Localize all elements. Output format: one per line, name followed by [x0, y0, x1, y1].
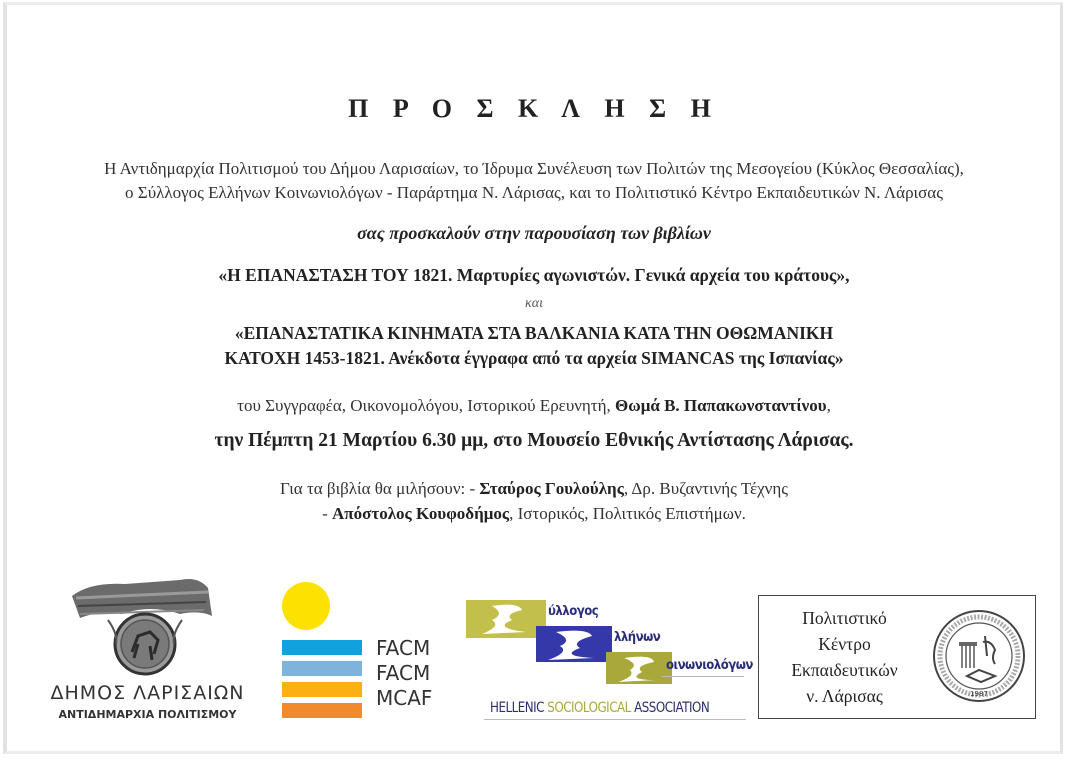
speaker-2-role: , Ιστορικός, Πολιτικός Επιστήμων.	[509, 504, 746, 523]
esk-word-2: λλήνων	[614, 630, 661, 645]
esk-english-part-3: ASSOCIATION	[630, 700, 710, 716]
pke-line-1: Πολιτιστικό	[802, 608, 887, 628]
intro-line-1: Η Αντιδημαρχία Πολιτισμού του Δήμου Λαρισαίων, το Ίδρυμα Συνέλευση των Πολιτών της Μεσογείου (Κύκλος Θεσσαλίας),	[104, 159, 964, 178]
pke-line-2: Κέντρο	[818, 634, 871, 654]
esk-english-name	[490, 700, 709, 716]
esk-word-3: οινωνιολόγων	[666, 658, 753, 673]
seal-emblem-icon	[929, 606, 1029, 706]
esk-english-part-1: HELLENIC	[490, 700, 548, 716]
conjunction-and: και	[525, 296, 543, 311]
facm-line-3: MCAF	[376, 686, 433, 710]
logo-politistiko-kentro	[758, 595, 1036, 719]
book-title-2-line-1: «ΕΠΑΝΑΣΤΑΤΙΚΑ ΚΙΝΗΜΑΤΑ ΣΤΑ ΒΑΛΚΑΝΙΑ ΚΑΤΑ ΤΗΝ ΟΘΩΜΑΝΙΚΗ	[234, 323, 834, 343]
author-name: Θωμά Β. Παπακωνσταντίνου	[615, 396, 827, 415]
speaker-line-1	[0, 476, 1068, 501]
intro-line-2: ο Σύλλογος Ελλήνων Κοινωνιολόγων - Παράρτημα Ν. Λάρισας, και το Πολιτιστικό Κέντρο Εκπαιδευτικών Ν. Λάρισας	[125, 183, 943, 202]
book-title-2	[0, 321, 1068, 371]
speaker-1-name: Σταύρος Γουλούλης	[479, 479, 624, 498]
facm-line-2: FACM	[376, 661, 431, 685]
author-description: του Συγγραφέα, Οικονομολόγου, Ιστορικού Ερευνητή,	[237, 396, 616, 415]
coin-emblem-icon	[30, 574, 265, 679]
speaker-2-dash: -	[322, 504, 333, 523]
logo-hellenic-sociological-association	[462, 592, 753, 722]
speaker-line-2	[0, 501, 1068, 526]
logo-dimos-larisaion	[30, 574, 265, 724]
book-title-2-line-2: ΚΑΤΟΧΗ 1453-1821. Ανέκδοτα έγγραφα από τα αρχεία SIMANCAS της Ισπανίας»	[224, 348, 844, 368]
pke-line-4: ν. Λάρισας	[806, 686, 883, 706]
speaker-1-role: , Δρ. Βυζαντινής Τέχνης	[623, 479, 788, 498]
speakers-intro: Για τα βιβλία θα μιλήσουν: -	[279, 479, 480, 498]
logo-facm	[282, 582, 462, 722]
esk-underline	[484, 719, 746, 720]
author-line	[0, 396, 1068, 416]
invite-line: σας προσκαλούν στην παρουσίαση των βιβλίων	[357, 223, 711, 243]
esk-word-1: ύλλογος	[548, 604, 599, 619]
facm-sun-stripes-icon	[282, 582, 372, 722]
seal-year: 1987	[970, 690, 988, 698]
esk-sigma-blocks-icon	[462, 592, 747, 692]
document-title: Π Ρ Ο Σ Κ Λ Η Σ Η	[348, 94, 720, 123]
facm-text	[376, 636, 432, 711]
pke-text	[767, 605, 922, 709]
dimos-name: ΔΗΜΟΣ ΛΑΡΙΣΑΙΩΝ	[50, 682, 245, 704]
speakers-block	[0, 476, 1068, 526]
author-suffix: ,	[826, 396, 831, 415]
pke-line-3: Εκπαιδευτικών	[791, 660, 898, 680]
intro-paragraph	[0, 157, 1068, 205]
book-title-1: «Η ΕΠΑΝΑΣΤΑΣΗ ΤΟΥ 1821. Μαρτυρίες αγωνιστών. Γενικά αρχεία του κράτους»,	[218, 265, 850, 285]
event-date-location: την Πέμπτη 21 Μαρτίου 6.30 μμ, στο Μουσείο Εθνικής Αντίστασης Λάρισας.	[214, 430, 854, 451]
esk-english-part-2: SOCIOLOGICAL	[547, 700, 631, 716]
dimos-subtitle: ΑΝΤΙΔΗΜΑΡΧΙΑ ΠΟΛΙΤΙΣΜΟΥ	[58, 708, 237, 721]
esk-divider	[662, 676, 744, 677]
facm-line-1: FACM	[376, 636, 431, 660]
speaker-2-name: Απόστολος Κουφοδήμος	[332, 504, 510, 523]
